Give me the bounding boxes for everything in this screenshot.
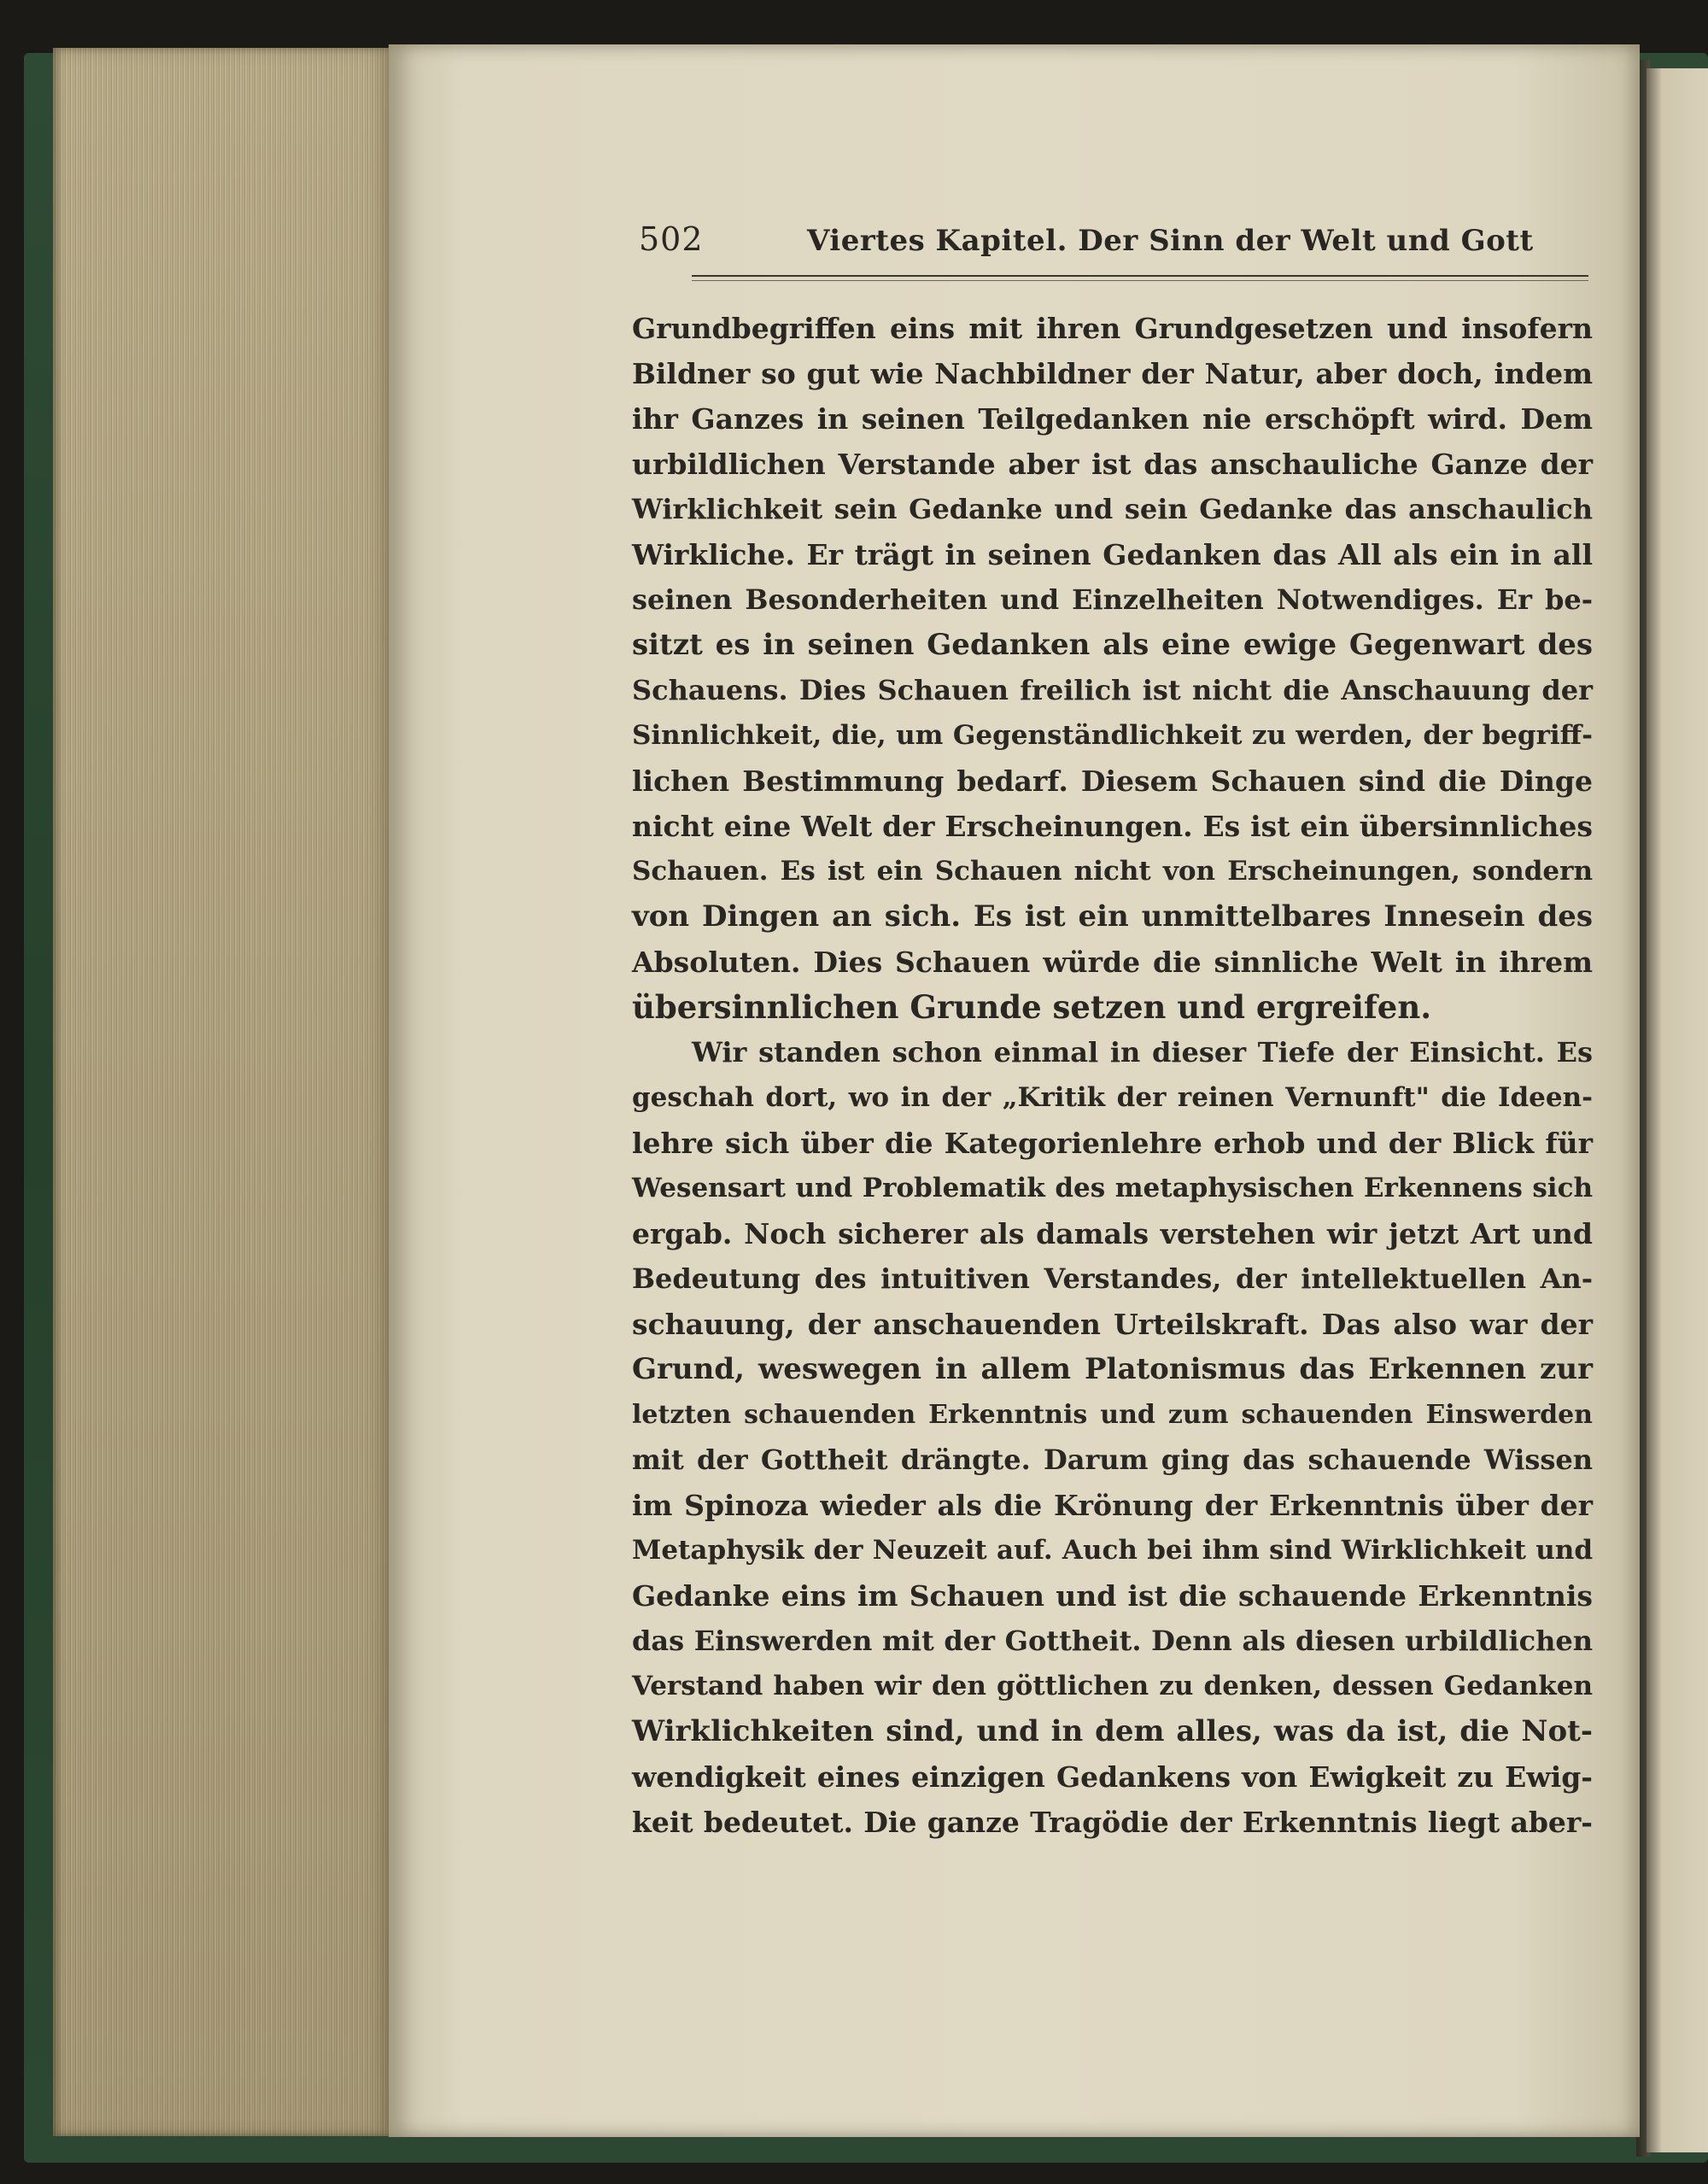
text-line: urbildlichen Verstande aber ist das anschauliche Ganze der: [632, 448, 1593, 481]
text-line: Wirkliche. Er trägt in seinen Gedanken das All als ein in all: [632, 538, 1593, 571]
text-line: letzten schauenden Erkenntnis und zum schauenden Einswerden: [632, 1400, 1593, 1430]
page-header: [632, 220, 1593, 270]
text-line: geschah dort, wo in der „Kritik der reinen Vernunft" die Ideen-: [632, 1082, 1593, 1113]
page-number: 502: [639, 220, 704, 258]
text-line: Sinnlichkeit, die, um Gegenständlichkeit zu werden, der begriff-: [632, 720, 1593, 751]
text-line: Gedanke eins im Schauen und ist die schauende Erkenntnis: [632, 1579, 1593, 1613]
text-line: das Einswerden mit der Gottheit. Denn als diesen urbildlichen: [632, 1625, 1593, 1657]
text-line: wendigkeit eines einzigen Gedankens von Ewigkeit zu Ewig-: [632, 1760, 1593, 1794]
page-edges: [53, 48, 395, 2136]
text-line: nicht eine Welt der Erscheinungen. Es ist ein übersinnliches: [632, 810, 1593, 843]
text-line: Metaphysik der Neuzeit auf. Auch bei ihm sind Wirklichkeit und: [632, 1535, 1593, 1566]
text-line: keit bedeutet. Die ganze Tragödie der Erkenntnis liegt aber-: [632, 1806, 1593, 1839]
text-line: Grundbegriffen eins mit ihren Grundgesetzen und insofern: [632, 312, 1593, 345]
text-line: Wirklichkeit sein Gedanke und sein Gedanke das anschaulich: [632, 493, 1593, 525]
text-line: Grund, weswegen in allem Platonismus das Erkennen zur: [632, 1352, 1593, 1386]
text-line: schauung, der anschauenden Urteilskraft. Das also war der: [632, 1308, 1593, 1341]
text-line: ergab. Noch sicherer als damals verstehen wir jetzt Art und: [632, 1217, 1593, 1250]
running-head: Viertes Kapitel. Der Sinn der Welt und Gott: [807, 224, 1534, 258]
text-line: sitzt es in seinen Gedanken als eine ewige Gegenwart des: [632, 628, 1593, 662]
text-line: Wirklichkeiten sind, und in dem alles, was da ist, die Not-: [632, 1714, 1593, 1748]
text-line: Bedeutung des intuitiven Verstandes, der intellektuellen An-: [632, 1262, 1593, 1295]
text-line: übersinnlichen Grunde setzen und ergreifen.: [632, 988, 1432, 1026]
header-rule: [692, 275, 1588, 277]
text-line: Verstand haben wir den göttlichen zu denken, dessen Gedanken: [632, 1671, 1593, 1701]
text-line: Bildner so gut wie Nachbildner der Natur, aber doch, indem: [632, 357, 1593, 390]
text-line: Absoluten. Dies Schauen würde die sinnliche Welt in ihrem: [632, 946, 1593, 979]
header-rule-thin: [692, 280, 1588, 281]
text-line: lehre sich über die Kategorienlehre erhob und der Blick für: [632, 1127, 1593, 1160]
text-line: lichen Bestimmung bedarf. Diesem Schauen sind die Dinge: [632, 764, 1593, 798]
text-line: Schauens. Dies Schauen freilich ist nicht die Anschauung der: [632, 674, 1593, 706]
text-line: von Dingen an sich. Es ist ein unmittelbares Innesein des: [632, 899, 1593, 934]
text-line: seinen Besonderheiten und Einzelheiten Notwendiges. Er be-: [632, 583, 1593, 616]
page-content: [632, 220, 1593, 1839]
facing-page: [1647, 68, 1708, 2152]
text-line: Wir standen schon einmal in dieser Tiefe der Einsicht. Es: [692, 1036, 1593, 1069]
text-line: ihr Ganzes in seinen Teilgedanken nie erschöpft wird. Dem: [632, 402, 1593, 436]
text-line: im Spinoza wieder als die Krönung der Erkenntnis über der: [632, 1489, 1593, 1522]
body-text: [632, 306, 1593, 1845]
text-line: Schauen. Es ist ein Schauen nicht von Erscheinungen, sondern: [632, 856, 1593, 887]
text-line: Wesensart und Problematik des metaphysischen Erkennens sich: [632, 1173, 1593, 1203]
text-line: mit der Gottheit drängte. Darum ging das schauende Wissen: [632, 1443, 1593, 1476]
